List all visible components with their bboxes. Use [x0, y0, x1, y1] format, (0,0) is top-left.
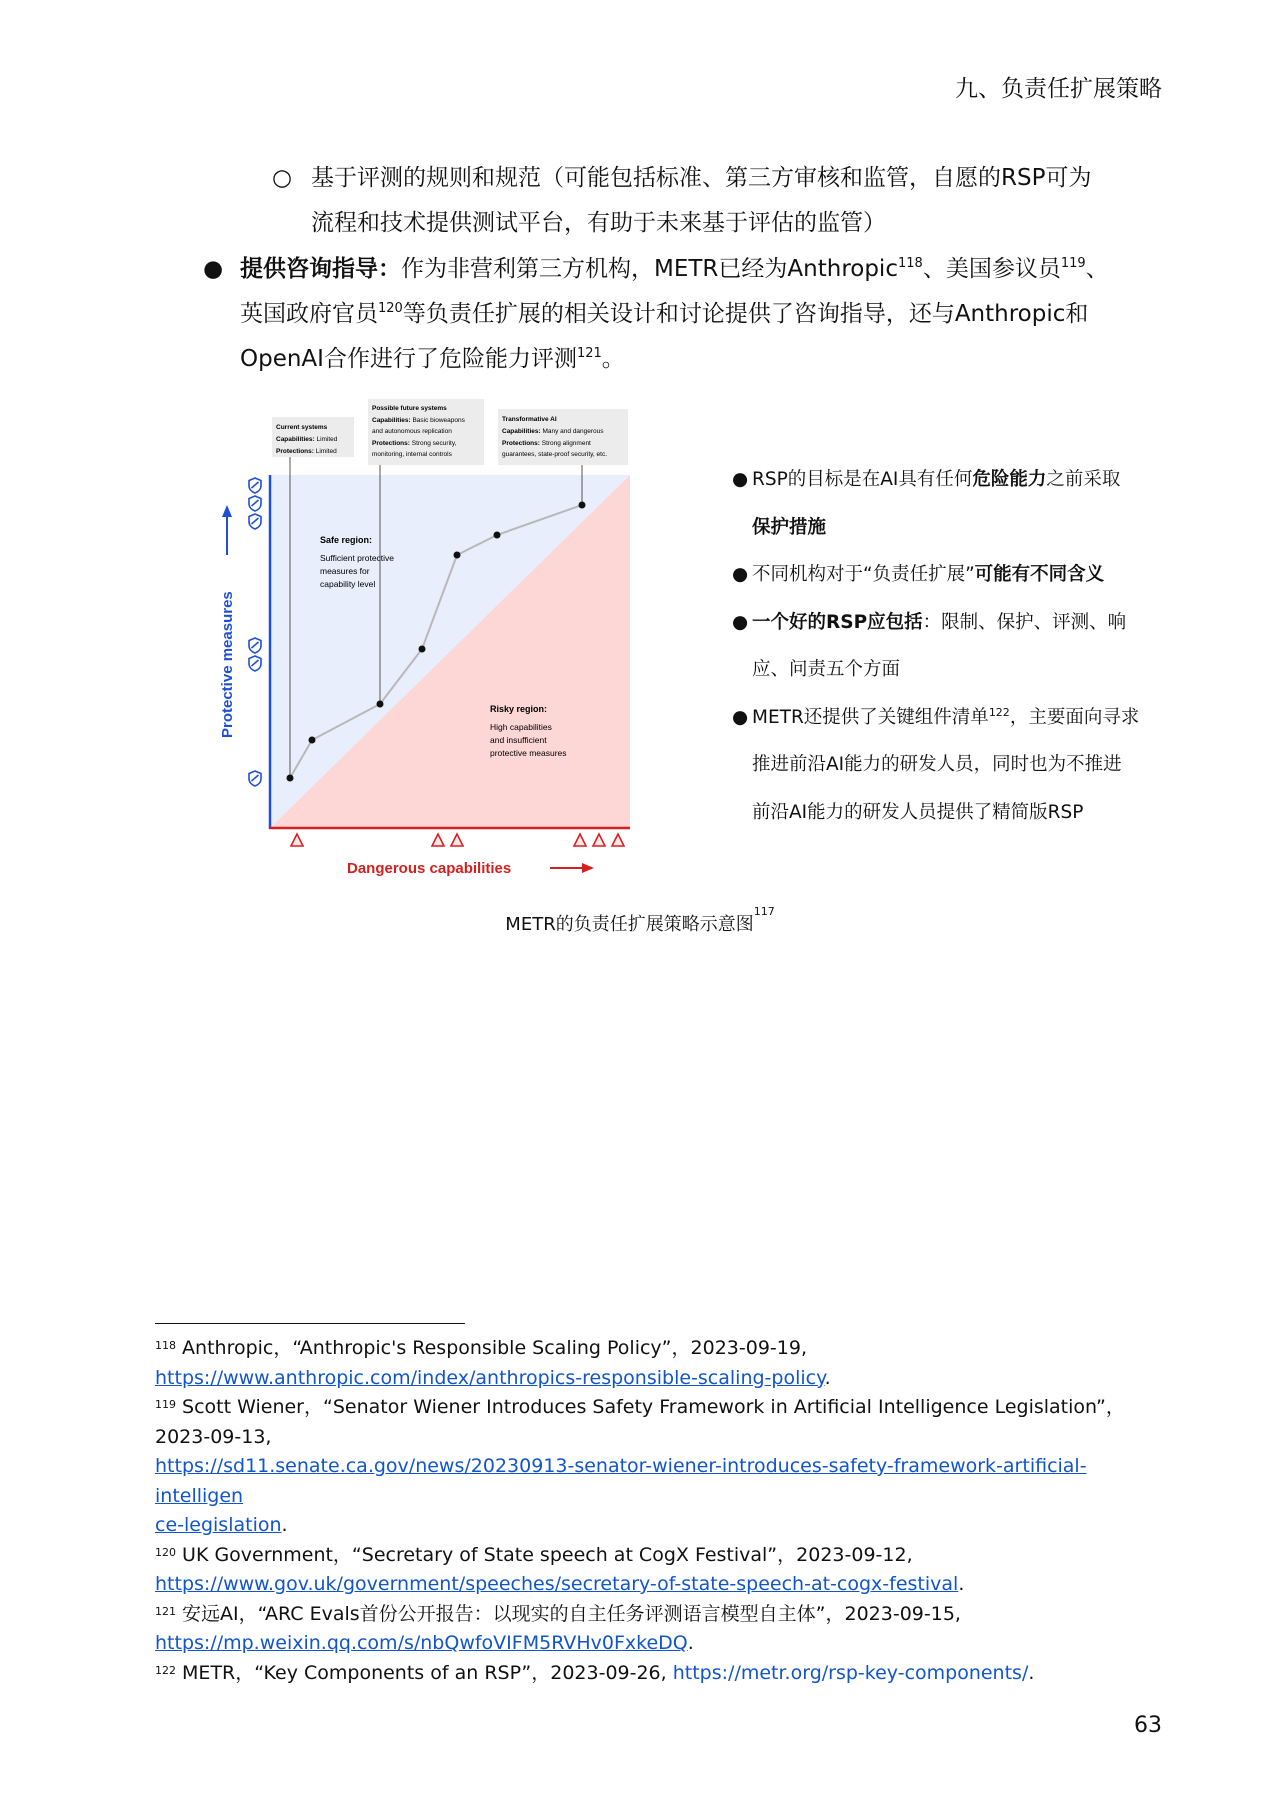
sub-bullet-line-1: 基于评测的规则和规范（可能包括标准、第三方审核和监管，自愿的RSP可为: [311, 165, 1092, 191]
side-bullet-1-text-a: RSP的目标是在AI具有任何: [752, 469, 973, 490]
ref-121: 121: [576, 346, 602, 361]
footnote-link[interactable]: https://www.anthropic.com/index/anthropics-responsible-scaling-policy: [155, 1366, 825, 1389]
box-current-cap-label: Capabilities:: [276, 436, 315, 443]
footnote-number: 121: [155, 1604, 176, 1618]
footnote-number: 119: [155, 1398, 176, 1411]
box-future-cap-value: Basic bioweapons: [410, 417, 465, 424]
box-tai-prot-label: Protections:: [502, 440, 540, 447]
shield-icons: [249, 478, 261, 786]
footnote-period: .: [687, 1632, 694, 1654]
side-bullet-1-bold: 危险能力: [972, 469, 1047, 490]
consulting-text-1a: 作为非营利第三方机构，METR已经为Anthropic: [401, 256, 898, 282]
box-future-prot-label: Protections:: [372, 440, 410, 447]
point-2: [309, 737, 316, 744]
box-transformative-ai: [498, 409, 628, 465]
svg-text:Protections: Strong alignment: [502, 440, 591, 447]
footnote-text: Scott Wiener，“Senator Wiener Introduces Safety Framework in Artificial Intelligence Legislation”，: [176, 1396, 1125, 1418]
box-tai-cap-value: Many and dangerous: [540, 428, 604, 435]
box-future-prot-value-2: monitoring, internal controls: [372, 451, 452, 458]
point-5: [454, 552, 461, 559]
figure-caption: [0, 905, 1280, 936]
footnote-period: .: [1028, 1661, 1035, 1684]
box-current-title: Current systems: [276, 424, 328, 431]
shield-icon: [249, 514, 261, 529]
consulting-text-2a: 英国政府官员: [240, 301, 378, 327]
warning-icon: [432, 834, 444, 846]
safe-region-line-2: measures for: [320, 566, 370, 576]
consulting-line-1: [240, 247, 1170, 292]
up-arrow-icon: [222, 505, 232, 517]
x-axis-label: Dangerous capabilities: [347, 860, 512, 877]
point-3: [377, 701, 384, 708]
box-current-cap-value: Limited: [314, 436, 338, 443]
shield-icon: [249, 478, 261, 493]
risky-region-line-1: High capabilities: [490, 722, 552, 732]
footnote-period: .: [281, 1514, 288, 1536]
footnote-119: [155, 1393, 1145, 1423]
consulting-bold-label: 提供咨询指导：: [240, 256, 401, 282]
sub-bullet-text: [311, 156, 1171, 246]
warning-icon: [574, 834, 586, 846]
consulting-text-1c: 、: [1085, 256, 1109, 282]
ref-122: 122: [988, 705, 1010, 719]
consulting-line-3: [240, 337, 1170, 382]
footnote-separator: [155, 1323, 465, 1324]
box-tai-cap-label: Capabilities:: [502, 428, 541, 435]
side-bullet-4-text-b: ，主要面向寻求: [1009, 706, 1140, 728]
right-arrow-icon: [582, 863, 594, 873]
footnote-119-link-line-2: [155, 1511, 1145, 1541]
consulting-line-2: [240, 292, 1170, 337]
footnote-text: UK Government，“Secretary of State speech at CogX Festival”，2023-09-12,: [176, 1543, 913, 1566]
sub-bullet-marker: ○: [272, 165, 293, 191]
footnote-number: 118: [155, 1339, 176, 1352]
y-axis-label-group: [219, 505, 236, 738]
warning-icon: [612, 834, 624, 846]
footnote-122: [155, 1659, 1145, 1689]
consulting-text-3a: OpenAI合作进行了危险能力评测: [240, 346, 577, 372]
side-bullet-2-bold: 可能有不同含义: [974, 564, 1105, 585]
footnotes: [155, 1334, 1145, 1688]
consulting-text-2b: 等负责任扩展的相关设计和讨论提供了咨询指导，还与Anthropic和: [402, 301, 1089, 327]
side-bullet-marker: ●: [732, 611, 749, 633]
risky-region-title: Risky region:: [490, 704, 548, 714]
svg-text:Protections: Strong security,: [372, 440, 457, 447]
footnote-120-link-line: [155, 1570, 1145, 1600]
side-bullet-list: [732, 456, 1172, 836]
side-bullet-4-text-c: 推进前沿AI能力的研发人员，同时也为不推进: [752, 754, 1122, 775]
side-bullet-2: [732, 551, 1172, 599]
footnote-link[interactable]: ce-legislation: [155, 1514, 282, 1536]
footnote-118-link-line: [155, 1364, 1145, 1394]
footnote-link[interactable]: https://mp.weixin.qq.com/s/nbQwfoVIFM5RVHv0FxkeDQ: [155, 1632, 688, 1654]
footnote-119-link-line-1: [155, 1452, 1145, 1511]
point-1: [287, 775, 294, 782]
warning-icon: [593, 834, 605, 846]
footnote-120: [155, 1541, 1145, 1571]
point-6: [494, 532, 501, 539]
footnote-number: 122: [155, 1663, 176, 1677]
svg-text:Capabilities: Basic bioweapons: [372, 417, 466, 424]
box-future-title: Possible future systems: [372, 405, 447, 412]
ref-118: 118: [897, 256, 923, 271]
point-7: [579, 502, 586, 509]
footnote-period: .: [824, 1366, 831, 1389]
side-bullet-2-text: 不同机构对于“负责任扩展”: [752, 564, 975, 585]
page-header-title: 九、负责任扩展策略: [955, 76, 1162, 102]
ref-117: 117: [753, 905, 775, 918]
footnote-119-date: 2023-09-13,: [155, 1425, 272, 1448]
warning-icon: [291, 834, 303, 846]
side-bullet-4-text-d: 前沿AI能力的研发人员提供了精简版RSP: [752, 801, 1084, 823]
side-bullet-3: [732, 599, 1172, 694]
box-current-systems: [272, 417, 354, 457]
side-bullet-4-text-a: METR还提供了关键组件清单: [752, 706, 989, 728]
box-tai-title: Transformative AI: [502, 416, 557, 423]
page-number: 63: [1134, 1713, 1162, 1738]
box-future-cap-value-2: and autonomous replication: [372, 428, 452, 435]
footnote-118: [155, 1334, 1145, 1364]
box-current-prot-label: Protections:: [276, 448, 314, 455]
shield-icon: [249, 656, 261, 671]
footnote-link[interactable]: https://metr.org/rsp-key-components/: [672, 1661, 1029, 1684]
sub-bullet-line-2: 流程和技术提供测试平台，有助于未来基于评估的监管）: [311, 210, 886, 236]
side-bullet-3-bold: 一个好的RSP应包括: [752, 611, 923, 633]
x-axis-label-group: [347, 860, 594, 877]
ref-120: 120: [378, 301, 403, 316]
risky-region-line-2: and insufficient: [490, 735, 547, 745]
box-tai-prot-value: Strong alignment: [539, 440, 591, 447]
footnote-link[interactable]: https://www.gov.uk/government/speeches/secretary-of-state-speech-at-cogx-festival: [155, 1573, 959, 1595]
warning-icon: [451, 834, 463, 846]
box-future-prot-value: Strong security,: [409, 440, 457, 447]
footnote-text: 安远AI，“ARC Evals首份公开报告：以现实的自主任务评测语言模型自主体”，2023-09-15,: [176, 1602, 961, 1625]
safe-region-line-3: capability level: [320, 579, 376, 589]
svg-text:Protections: Limited: [276, 448, 337, 455]
box-current-prot-value: Limited: [313, 448, 337, 455]
side-bullet-1-text-b: 之前采取: [1046, 469, 1121, 490]
side-bullet-4: [732, 694, 1172, 837]
warning-icons: [291, 834, 624, 846]
footnote-121-link-line: [155, 1629, 1145, 1659]
svg-text:Capabilities: Limited: [276, 436, 338, 443]
safe-region-title: Safe region:: [320, 535, 373, 545]
side-bullet-3-text-b: 应、问责五个方面: [752, 659, 901, 680]
safe-region-line-1: Sufficient protective: [320, 553, 395, 563]
y-axis-label: Protective measures: [219, 591, 236, 738]
shield-icon: [249, 771, 261, 786]
side-bullet-3-text-a: ：限制、保护、评测、响: [922, 611, 1127, 633]
point-4: [419, 646, 426, 653]
side-bullet-1-bold-2: 保护措施: [752, 516, 827, 538]
footnote-period: .: [958, 1573, 965, 1595]
svg-text:Capabilities: Many and dangero: [502, 428, 604, 435]
consulting-paragraph: [240, 247, 1170, 382]
side-bullet-marker: ●: [732, 469, 749, 490]
side-bullet-marker: ●: [732, 706, 749, 728]
box-tai-prot-value-2: guarantees, state-proof security, etc.: [502, 451, 608, 458]
consulting-text-1b: 、美国参议员: [922, 256, 1061, 282]
footnote-121: [155, 1600, 1145, 1630]
footnote-number: 120: [155, 1545, 176, 1559]
shield-icon: [249, 638, 261, 653]
figure-caption-text: METR的负责任扩展策略示意图: [505, 914, 754, 935]
bullet-marker: ●: [203, 256, 224, 282]
box-future-systems: [368, 399, 484, 465]
consulting-text-3b: 。: [601, 346, 625, 372]
side-bullet-1: [732, 456, 1172, 551]
side-bullet-marker: ●: [732, 564, 749, 585]
rsp-diagram: [210, 395, 640, 885]
shield-icon: [249, 496, 261, 511]
footnote-text: Anthropic，“Anthropic's Responsible Scaling Policy”，2023-09-19,: [176, 1337, 807, 1359]
footnote-link[interactable]: https://sd11.senate.ca.gov/news/20230913-senator-wiener-introduces-safety-framework-artificial-intelligen: [155, 1455, 1087, 1507]
risky-region-line-3: protective measures: [490, 748, 567, 758]
box-future-cap-label: Capabilities:: [372, 417, 411, 424]
ref-119: 119: [1060, 256, 1086, 271]
footnote-text: METR，“Key Components of an RSP”，2023-09-26,: [176, 1661, 673, 1684]
